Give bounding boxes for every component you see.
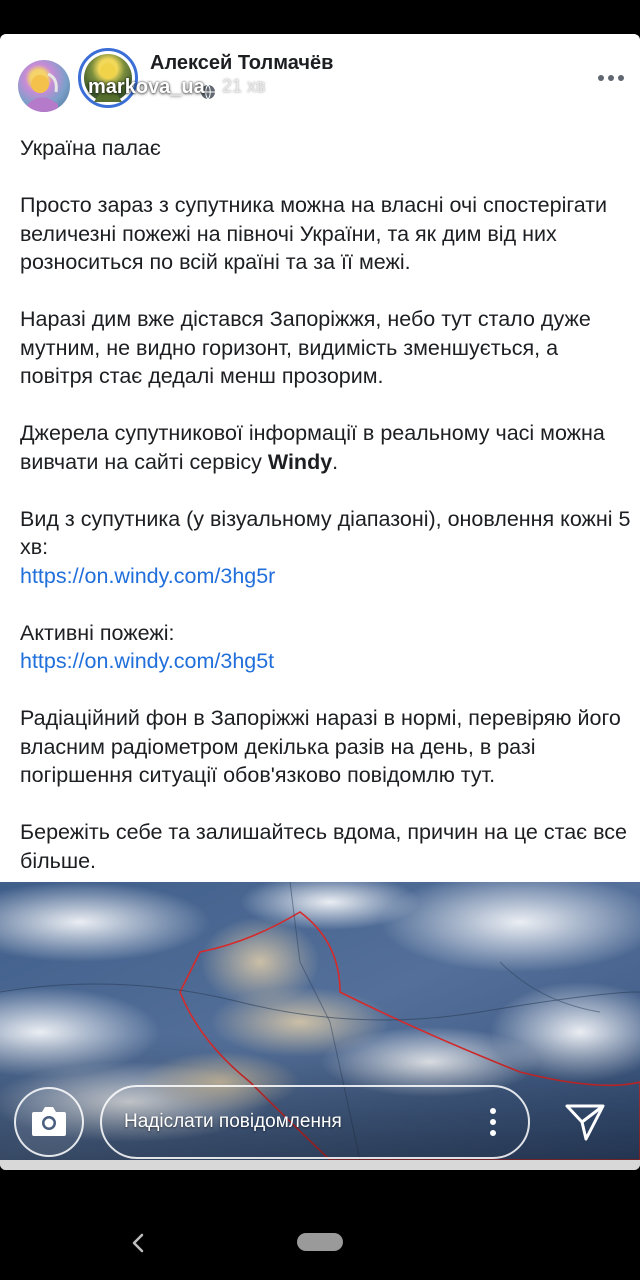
story-progress-bar xyxy=(10,44,630,47)
home-button[interactable] xyxy=(297,1233,343,1251)
story-username[interactable]: markova_ua xyxy=(88,76,205,98)
progress-segment xyxy=(277,44,362,47)
post-paragraph-satellite xyxy=(20,505,632,591)
progress-segment xyxy=(10,44,95,47)
satellite-link[interactable]: https://on.windy.com/3hg5r xyxy=(20,563,276,588)
post-paragraph-sources xyxy=(20,419,632,476)
story-timestamp: 21 хв xyxy=(222,76,266,96)
post-paragraph: Просто зараз з супутника можна на власні очі спостерігати величезні пожежі на півночі України, та як дим від них розноситься по всій країні та за її межі. xyxy=(20,193,608,274)
progress-segment xyxy=(367,44,452,47)
fires-link[interactable]: https://on.windy.com/3hg5t xyxy=(20,649,275,673)
more-icon[interactable] xyxy=(596,70,626,86)
windy-name: Windy xyxy=(267,449,333,474)
send-icon[interactable] xyxy=(564,1102,606,1142)
post-body xyxy=(20,134,632,904)
back-icon[interactable] xyxy=(128,1231,148,1255)
kebab-icon[interactable] xyxy=(484,1106,502,1138)
camera-icon xyxy=(30,1104,68,1138)
progress-segment xyxy=(456,44,541,47)
message-placeholder: Надіслати повідомлення xyxy=(124,1111,342,1132)
progress-segment xyxy=(545,44,630,47)
sources-text: Джерела супутникової інформації в реальному часі можна вивчати на сайті сервісу xyxy=(20,421,605,474)
progress-segment xyxy=(188,44,273,47)
post-paragraph: Наразі дим вже дістався Запоріжжя, небо тут стало дуже мутним, не видно горизонт, видимість зменшується, а повітря стає дедалі менш прозорим. xyxy=(20,307,591,388)
post-author-avatar xyxy=(18,60,70,112)
fires-label: Активні пожежі: xyxy=(20,620,175,645)
satellite-label: Вид з супутника (у візуальному діапазоні), оновлення кожні 5 хв: xyxy=(20,506,631,559)
post-author-name[interactable]: Алексей Толмачёв xyxy=(150,52,334,74)
post-paragraph: Бережіть себе та залишайтесь вдома, причин на це стає все більше. xyxy=(20,820,627,873)
post-paragraph: Радіаційний фон в Запоріжжі наразі в нормі, перевіряю його власним радіометром декілька разів на день, в разі погіршення ситуації обов'язково повідомлю тут. xyxy=(20,706,621,787)
sources-end: . xyxy=(332,449,339,474)
post-paragraph: Україна палає xyxy=(20,136,161,160)
progress-segment xyxy=(99,44,184,47)
post-paragraph-fires xyxy=(20,619,632,676)
